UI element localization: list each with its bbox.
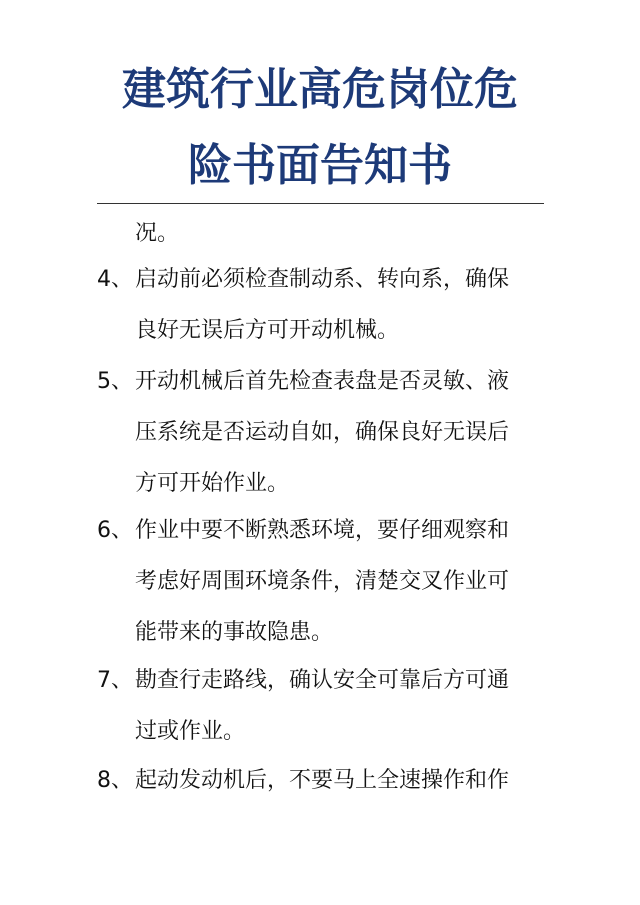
list-item-line: 压系统是否运动自如，确保良好无误后 xyxy=(135,420,510,445)
list-item-number: 5、 xyxy=(97,369,133,394)
list-item-line: 良好无误后方可开动机械。 xyxy=(135,318,400,343)
page-title-line-1: 建筑行业高危岗位危 xyxy=(122,64,518,115)
list-item-line: 勘查行走路线，确认安全可靠后方可通 xyxy=(135,668,510,693)
page-title-line-2: 险书面告知书 xyxy=(188,140,452,191)
list-item-line: 启动前必须检查制动系、转向系，确保 xyxy=(135,267,510,292)
list-item-number: 6、 xyxy=(97,518,133,543)
list-item-line: 开动机械后首先检查表盘是否灵敏、液 xyxy=(135,369,510,394)
title-divider xyxy=(97,203,544,204)
continuation-text: 况。 xyxy=(135,221,180,246)
list-item-line: 过或作业。 xyxy=(135,719,246,744)
list-item-line: 方可开始作业。 xyxy=(135,471,290,496)
list-item-line: 作业中要不断熟悉环境，要仔细观察和 xyxy=(135,518,510,543)
list-item-number: 8、 xyxy=(97,768,133,793)
list-item-line: 能带来的事故隐患。 xyxy=(135,620,334,645)
list-item-line: 考虑好周围环境条件，清楚交叉作业可 xyxy=(135,569,510,594)
list-item-number: 4、 xyxy=(97,267,133,292)
list-item-number: 7、 xyxy=(97,668,133,693)
list-item-line: 起动发动机后，不要马上全速操作和作 xyxy=(135,768,510,793)
